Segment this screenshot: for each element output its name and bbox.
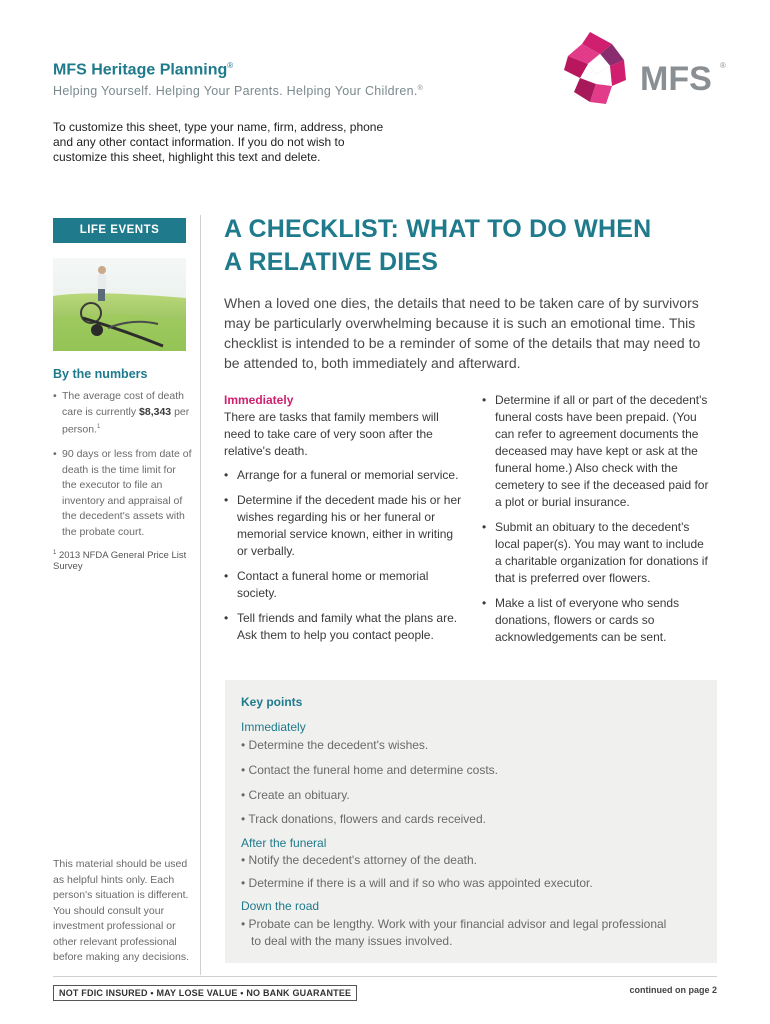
- customize-note[interactable]: To customize this sheet, type your name, firm, address, phone and any other contact information. If you do not wish to customize this sheet, highlight this text and delete.: [53, 120, 384, 164]
- list-item: • Arrange for a funeral or memorial service.: [224, 467, 464, 484]
- list-item: • Tell friends and family what the plans are. Ask them to help you contact people.: [224, 610, 464, 644]
- mfs-logo: [560, 30, 730, 110]
- key-points-title: Key points: [241, 695, 303, 709]
- key-points-immediately: Immediately: [241, 720, 306, 734]
- sidebar-divider: [200, 215, 201, 975]
- list-item-continuation: to deal with the many issues involved.: [251, 934, 453, 948]
- list-item: • Probate can be lengthy. Work with your financial advisor and legal professional: [241, 917, 667, 931]
- immediately-heading: Immediately: [224, 393, 294, 407]
- footnote: $^1$ 2013 NFDA General Price List Survey: [53, 550, 187, 573]
- list-item: • Determine the decedent's wishes.: [241, 738, 429, 752]
- page-title: A CHECKLIST: WHAT TO DO WHEN A RELATIVE DIES: [224, 215, 652, 276]
- intro-paragraph: When a loved one dies, the details that need to be taken care of by survivors may be particularly overwhelming because it is such an emotional time. This checklist is intended to be a reminder of some of the details that may need to be attended to, both immediately and afterward.: [224, 295, 701, 371]
- list-item: • Contact a funeral home or memorial society.: [224, 568, 464, 602]
- list-item: • Determine if all or part of the decedent's funeral costs have been prepaid. (You can refer to agreement documents the deceased may have kept or ask at the funeral home.) Also check with the cemetery to see if the deceased paid for a plot or burial insurance.: [482, 392, 712, 511]
- by-the-numbers-title: By the numbers: [53, 367, 148, 381]
- list-item: • 90 days or less from date of death is the time limit for the executor to file an inventory and appraisal of the decedent's assets with the probate court.: [53, 447, 193, 540]
- bicycle-field-photo: [53, 258, 186, 351]
- checklist-column-2: [482, 392, 712, 654]
- disclaimer: This material should be used as helpful hints only. Each person's situation is different. You should consult your investment professional or other relevant professional before making any decisions.: [53, 858, 189, 963]
- immediately-text: There are tasks that family members will need to take care of very soon after the relative's death.: [224, 410, 439, 458]
- numbers-list: [53, 389, 193, 549]
- fdic-notice: NOT FDIC INSURED • MAY LOSE VALUE • NO BANK GUARANTEE: [53, 985, 357, 1001]
- life-events-label: LIFE EVENTS: [53, 218, 186, 243]
- cost-value: $8,343: [139, 405, 172, 418]
- svg-text:®: ®: [720, 61, 726, 70]
- list-item: • The average cost of death care is currently $8,343 per person.$^1$: [53, 389, 193, 438]
- key-points-after: After the funeral: [241, 836, 327, 850]
- list-item: • Make a list of everyone who sends donations, flowers or cards so acknowledgements can be sent.: [482, 595, 712, 646]
- list-item: • Create an obituary.: [241, 788, 350, 802]
- list-item: • Determine if there is a will and if so who was appointed executor.: [241, 876, 593, 890]
- list-item: • Submit an obituary to the decedent's local paper(s). You may want to include a charitable organization for donations if that is preferred over flowers.: [482, 519, 712, 587]
- footer-divider: [53, 976, 717, 977]
- brand-tagline: Helping Yourself. Helping Your Parents. Helping Your Children.®: [53, 84, 424, 98]
- list-item: • Notify the decedent's attorney of the death.: [241, 853, 477, 867]
- mfs-logo-mark-icon: [560, 30, 730, 110]
- brand-title: MFS Heritage Planning®: [53, 61, 234, 79]
- checklist-column-1: [224, 467, 464, 652]
- logo-text: MFS: [640, 60, 712, 98]
- list-item: • Track donations, flowers and cards received.: [241, 812, 486, 826]
- key-points-down-the-road: Down the road: [241, 899, 320, 913]
- list-item: • Contact the funeral home and determine costs.: [241, 763, 499, 777]
- continued-note: continued on page 2: [629, 985, 717, 995]
- list-item: • Determine if the decedent made his or her wishes regarding his or her funeral or memorial service known, either in writing or verbally.: [224, 492, 464, 560]
